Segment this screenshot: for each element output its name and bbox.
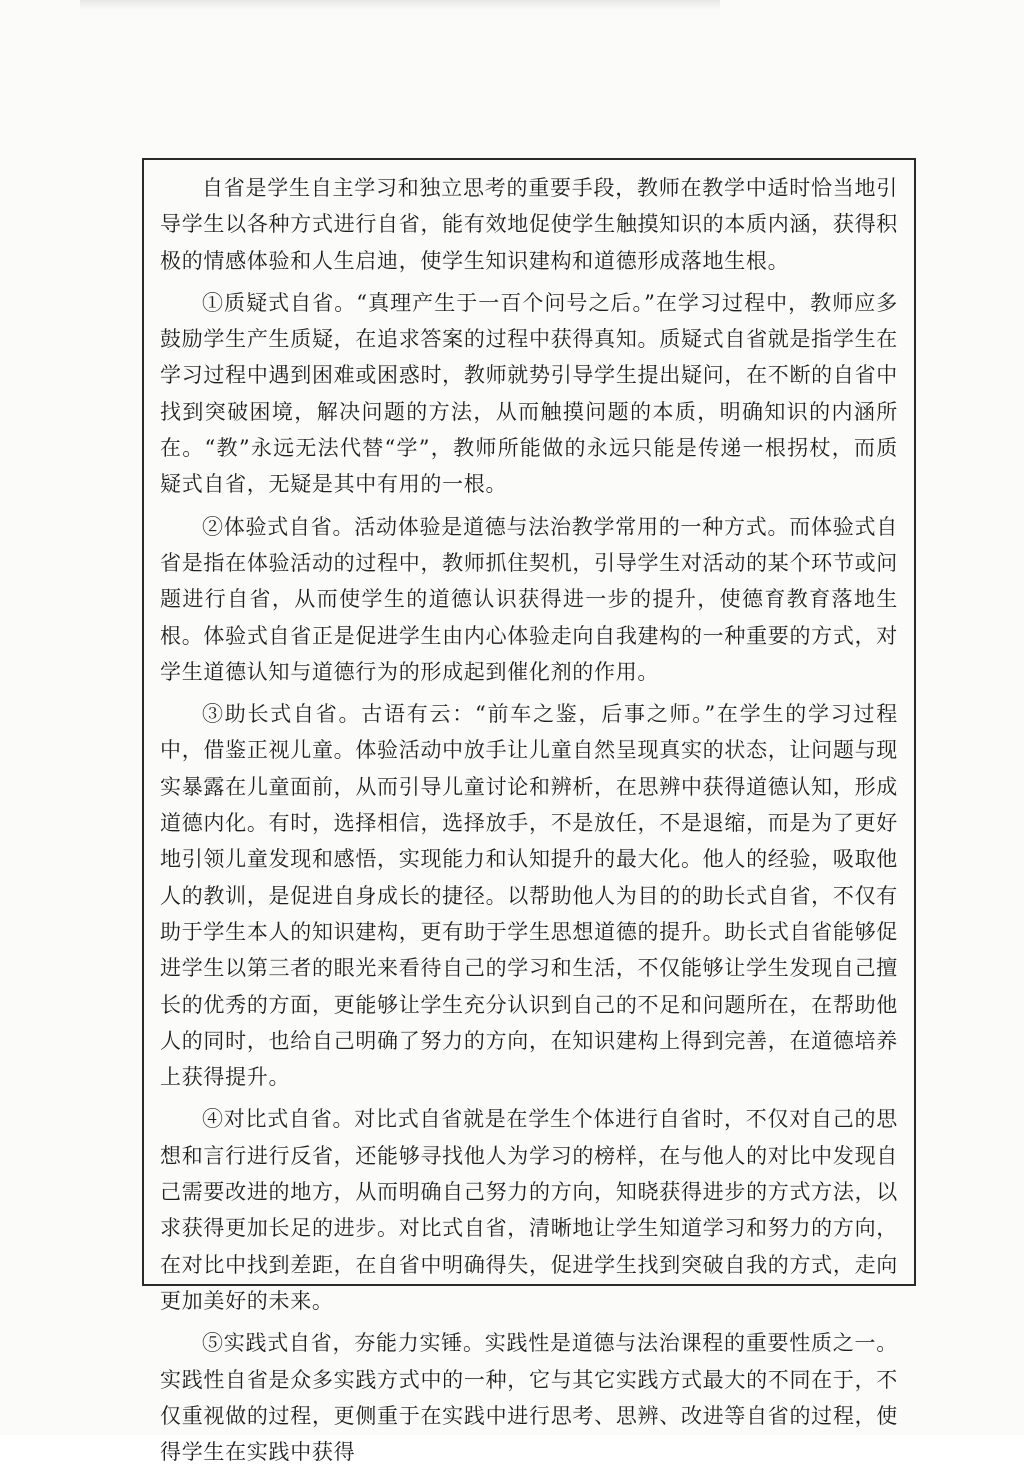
- paragraph-practical-reflection: ⑤实践式自省，夯能力实锤。实践性是道德与法治课程的重要性质之一。实践性自省是众多实践方式中的一种，它与其它实践方式最大的不同在于，不仅重视做的过程，更侧重于在实践中进行思考、思辨、改进等自省的过程，使得学生在实践中获得: [160, 1331, 898, 1465]
- text-content: [144, 160, 914, 1470]
- paragraph-helping-reflection: ③助长式自省。古语有云：“前车之鉴，后事之师。”在学生的学习过程中，借鉴正视儿童。体验活动中放手让儿童自然呈现真实的状态，让问题与现实暴露在儿童面前，从而引导儿童讨论和辨析，在思辨中获得道德认知，形成道德内化。有时，选择相信，选择放手，不是放任，不是退缩，而是为了更好地引领儿童发现和感悟，实现能力和认知提升的最大化。他人的经验，吸取他人的教训，是促进自身成长的捷径。以帮助他人为目的的助长式自省，不仅有助于学生本人的知识建构，更有助于学生思想道德的提升。助长式自省能够促进学生以第三者的眼光来看待自己的学习和生活，不仅能够让学生发现自己擅长的优秀的方面，更能够让学生充分认识到自己的不足和问题所在，在帮助他人的同时，也给自己明确了努力的方向，在知识建构上得到完善，在道德培养上获得提升。: [160, 702, 898, 1090]
- scan-artifact: [80, 0, 720, 10]
- bordered-text-frame: [142, 158, 916, 1465]
- paragraph-intro: 自省是学生自主学习和独立思考的重要手段，教师在教学中适时恰当地引导学生以各种方式进行自省，能有效地促使学生触摸知识的本质内涵，获得积极的情感体验和人生启迪，使学生知识建构和道德形成落地生根。: [160, 176, 898, 273]
- paragraph-questioning-reflection: ①质疑式自省。“真理产生于一百个问号之后。”在学习过程中，教师应多鼓励学生产生质疑，在追求答案的过程中获得真知。质疑式自省就是指学生在学习过程中遇到困难或困惑时，教师就势引导学生提出疑问，在不断的自省中找到突破困境，解决问题的方法，从而触摸问题的本质，明确知识的内涵所在。“教”永远无法代替“学”，教师所能做的永远只能是传递一根拐杖，而质疑式自省，无疑是其中有用的一根。: [160, 290, 898, 497]
- paragraph-comparative-reflection: ④对比式自省。对比式自省就是在学生个体进行自省时，不仅对自己的思想和言行进行反省，还能够寻找他人为学习的榜样，在与他人的对比中发现自己需要改进的地方，从而明确自己努力的方向，知晓获得进步的方式方法，以求获得更加长足的进步。对比式自省，清晰地让学生知道学习和努力的方向，在对比中找到差距，在自省中明确得失，促进学生找到突破自我的方式，走向更加美好的未来。: [160, 1107, 898, 1313]
- paragraph-experiential-reflection: ②体验式自省。活动体验是道德与法治教学常用的一种方式。而体验式自省是指在体验活动的过程中，教师抓住契机，引导学生对活动的某个环节或问题进行自省，从而使学生的道德认识获得进一步的提升，使德育教育落地生根。体验式自省正是促进学生由内心体验走向自我建构的一种重要的方式，对学生道德认知与道德行为的形成起到催化剂的作用。: [160, 514, 898, 684]
